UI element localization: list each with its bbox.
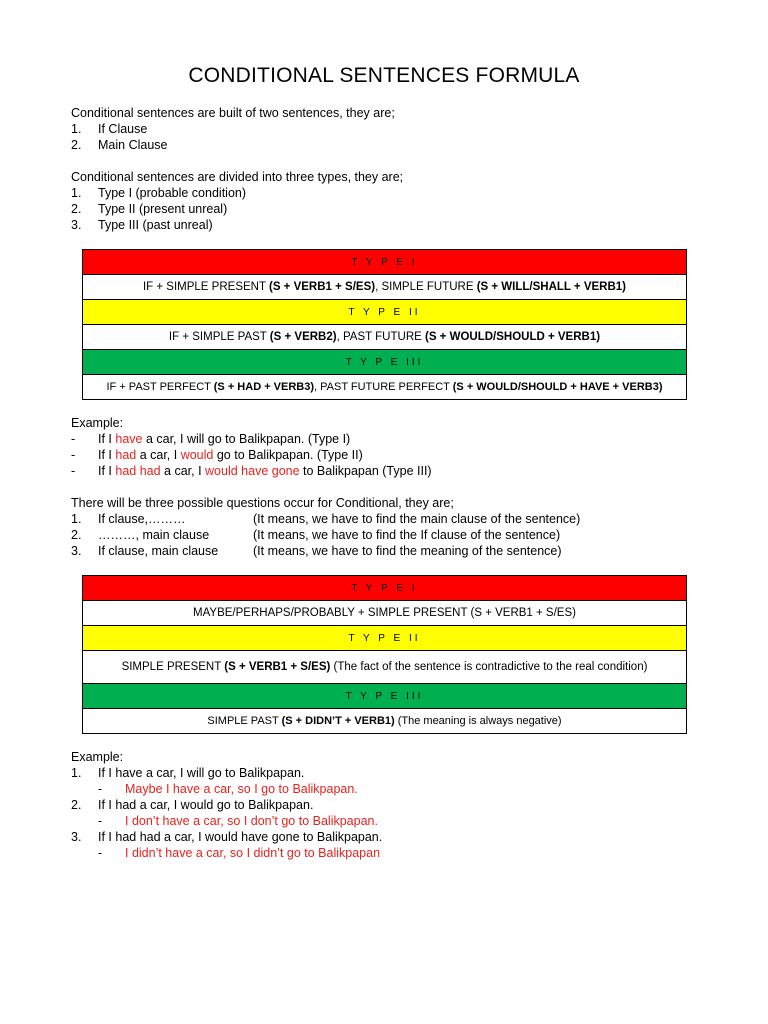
intro-types: [71, 169, 403, 233]
answer-item: - I didn’t have a car, so I didn’t go to Balikpapan: [98, 846, 381, 860]
list-item: - If I have a car, I will go to Balikpapan. (Type I): [71, 432, 351, 446]
list-item: 2. ………, main clause (It means, we have to find the If clause of the sentence): [71, 528, 561, 542]
type1-header: T Y P E I: [83, 250, 686, 275]
questions-text: There will be three possible questions occur for Conditional, they are;: [71, 496, 454, 510]
type2-meaning: SIMPLE PRESENT (S + VERB1 + S/ES) (The fact of the sentence is contradictive to the real condition): [83, 651, 686, 684]
example-section-1: [71, 415, 432, 479]
list-item: - If I had had a car, I would have gone to Balikpapan (Type III): [71, 464, 432, 478]
list-item: 1. If clause,……… (It means, we have to find the main clause of the sentence): [71, 512, 581, 526]
intro-types-text: Conditional sentences are divided into three types, they are;: [71, 170, 404, 184]
list-item: 2. Main Clause: [71, 138, 168, 152]
answer-item: - Maybe I have a car, so I go to Balikpapan.: [98, 782, 358, 796]
meaning-table: [82, 575, 687, 734]
type2-header: T Y P E II: [83, 300, 686, 325]
example-label: Example:: [71, 416, 124, 430]
list-item: 1. Type I (probable condition): [71, 186, 247, 200]
formula-table: [82, 249, 687, 400]
intro-built: [71, 105, 395, 153]
type1-header: T Y P E I: [83, 576, 686, 601]
type2-formula: IF + SIMPLE PAST (S + VERB2), PAST FUTURE (S + WOULD/SHOULD + VERB1): [83, 325, 686, 350]
type3-meaning: SIMPLE PAST (S + DIDN’T + VERB1) (The meaning is always negative): [207, 715, 562, 727]
type1-meaning: MAYBE/PERHAPS/PROBABLY + SIMPLE PRESENT (S + VERB1 + S/ES): [83, 601, 686, 626]
list-item: - If I had a car, I would go to Balikpapan. (Type II): [71, 448, 363, 462]
example-label: Example:: [71, 750, 124, 764]
page-title: CONDITIONAL SENTENCES FORMULA: [188, 64, 580, 87]
list-item: 3. Type III (past unreal): [71, 218, 213, 232]
list-item: 1. If Clause: [71, 122, 148, 136]
example-section-2: [71, 749, 382, 861]
type3-header: T Y P E III: [83, 684, 686, 709]
answer-item: - I don’t have a car, so I don’t go to Balikpapan.: [98, 814, 378, 828]
type3-formula: IF + PAST PERFECT (S + HAD + VERB3), PAST FUTURE PERFECT (S + WOULD/SHOULD + HAVE + VERB3): [106, 381, 663, 393]
list-item: 3. If clause, main clause (It means, we have to find the meaning of the sentence): [71, 544, 562, 558]
list-item: 3. If I had had a car, I would have gone to Balikpapan.: [71, 830, 383, 844]
list-item: 2. If I had a car, I would go to Balikpapan.: [71, 798, 314, 812]
questions-section: [71, 495, 580, 559]
type2-header: T Y P E II: [83, 626, 686, 651]
list-item: 2. Type II (present unreal): [71, 202, 228, 216]
type3-header: T Y P E III: [83, 350, 686, 375]
intro-built-text: Conditional sentences are built of two sentences, they are;: [71, 106, 395, 120]
list-item: 1. If I have a car, I will go to Balikpapan.: [71, 766, 305, 780]
type1-formula: IF + SIMPLE PRESENT (S + VERB1 + S/ES), SIMPLE FUTURE (S + WILL/SHALL + VERB1): [83, 275, 686, 300]
